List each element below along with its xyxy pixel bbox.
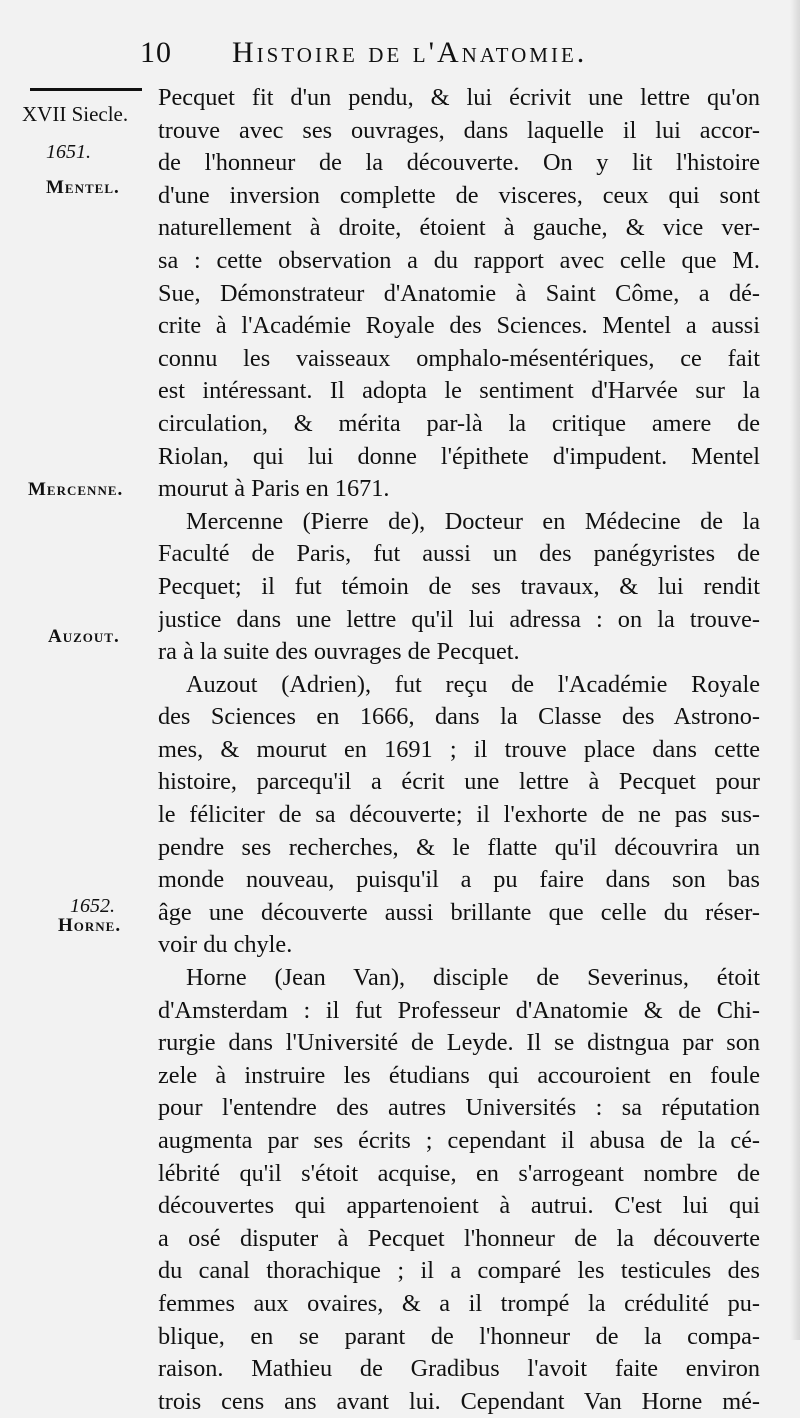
text-line: pour l'entendre des autres Universités : sa réputation <box>158 1094 760 1122</box>
margin-mentel: Mentel. <box>46 177 120 198</box>
text-line: blique, en se parant de l'honneur de la compa- <box>158 1322 760 1350</box>
body-text <box>158 82 760 1418</box>
text-line: lébrité qu'il s'étoit acquise, en s'arrogeant nombre de <box>158 1159 760 1187</box>
text-line: d'une inversion complette de visceres, ceux qui sont <box>158 181 760 209</box>
text-line: de l'honneur de la découverte. On y lit l'histoire <box>158 149 760 177</box>
text-line: Riolan, qui lui donne l'épithete d'impudent. Mentel <box>158 442 760 470</box>
page-edge-shadow <box>790 0 800 1340</box>
text-line: femmes aux ovaires, & a il trompé la crédulité pu- <box>158 1289 760 1317</box>
text-line: Horne (Jean Van), disciple de Severinus, étoit <box>186 964 760 992</box>
text-line: Auzout (Adrien), fut reçu de l'Académie Royale <box>186 670 760 698</box>
margin-year-1652: 1652. <box>70 895 115 917</box>
text-line: pendre ses recherches, & le flatte qu'il découvrira un <box>158 833 760 861</box>
text-line: Faculté de Paris, fut aussi un des panégyristes de <box>158 540 760 568</box>
margin-horne: Horne. <box>58 915 122 936</box>
text-line: naturellement à droite, étoient à gauche, & vice ver- <box>158 214 760 242</box>
text-line: mourut à Paris en 1671. <box>158 475 390 503</box>
text-line: justice dans une lettre qu'il lui adressa : on la trouve- <box>158 605 760 633</box>
page-number: 10 <box>140 36 172 69</box>
text-line: d'Amsterdam : il fut Professeur d'Anatomie & de Chi- <box>158 996 760 1024</box>
text-line: des Sciences en 1666, dans la Classe des Astrono- <box>158 703 760 731</box>
running-title: Histoire de l'Anatomie. <box>232 36 588 69</box>
text-line: augmenta par ses écrits ; cependant il abusa de la cé- <box>158 1127 760 1154</box>
text-line: raison. Mathieu de Gradibus l'avoit faite environ <box>158 1355 760 1383</box>
text-line: a osé disputer à Pecquet l'honneur de la découverte <box>158 1224 760 1252</box>
text-line: Pecquet fit d'un pendu, & lui écrivit une lettre qu'on <box>158 84 760 111</box>
text-line: Mercenne (Pierre de), Docteur en Médecine de la <box>186 507 760 535</box>
text-line: rurgie dans l'Université de Leyde. Il se distngua par son <box>158 1029 760 1057</box>
text-line: âge une découverte aussi brillante que celle du réser- <box>158 898 760 926</box>
text-line: Sue, Démonstrateur d'Anatomie à Saint Côme, a dé- <box>158 279 760 307</box>
text-line: trois cens ans avant lui. Cependant Van Horne mé- <box>158 1387 760 1415</box>
text-line: est intéressant. Il adopta le sentiment d'Harvée sur la <box>158 377 760 405</box>
margin-mercenne: Mercenne. <box>28 479 124 500</box>
text-line: circulation, & mérita par-là la critique amere de <box>158 409 760 437</box>
text-line: le féliciter de sa découverte; il l'exhorte de ne pas sus- <box>158 801 760 829</box>
text-line: histoire, parcequ'il a écrit une lettre à Pecquet pour <box>158 768 760 796</box>
margin-rule <box>30 88 142 91</box>
text-line: sa : cette observation a du rapport avec celle que M. <box>158 246 760 274</box>
margin-year-1651: 1651. <box>46 141 91 163</box>
margin-auzout: Auzout. <box>48 626 120 647</box>
text-line: voir du chyle. <box>158 931 293 959</box>
margin-century: XVII Siecle. <box>22 102 129 126</box>
text-line: zele à instruire les étudians qui accouroient en foule <box>158 1061 760 1089</box>
text-line: trouve avec ses ouvrages, dans laquelle il lui accor- <box>158 116 760 144</box>
text-line: découvertes qui appartenoient à autrui. C'est lui qui <box>158 1192 760 1220</box>
text-line: monde nouveau, puisqu'il a pu faire dans son bas <box>158 866 760 894</box>
page-header <box>140 36 760 76</box>
text-line: du canal thorachique ; il a comparé les testicules des <box>158 1257 760 1285</box>
text-line: mes, & mourut en 1691 ; il trouve place dans cette <box>158 735 760 763</box>
text-line: Pecquet; il fut témoin de ses travaux, & lui rendit <box>158 572 760 600</box>
text-line: connu les vaisseaux omphalo-mésentériques, ce fait <box>158 344 760 372</box>
text-line: ra à la suite des ouvrages de Pecquet. <box>158 638 520 666</box>
text-line: crite à l'Académie Royale des Sciences. Mentel a aussi <box>158 312 760 340</box>
